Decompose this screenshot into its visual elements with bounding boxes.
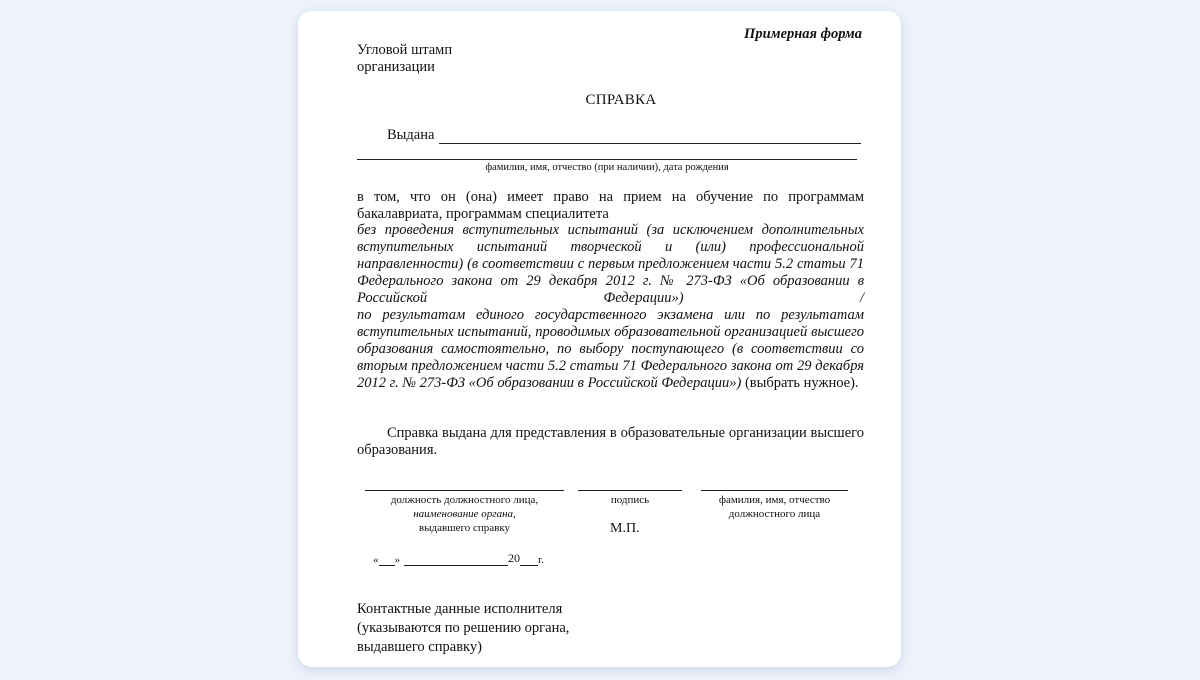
position-signature-line[interactable] [365, 490, 564, 491]
contacts-line: выдавшего справку) [357, 639, 482, 655]
stamp-place-label: М.П. [610, 521, 640, 536]
position-caption-line: наименование органа, [413, 508, 516, 520]
contacts-line: (указываются по решению органа, [357, 620, 570, 636]
document-title: СПРАВКА [585, 92, 657, 108]
contacts-line: Контактные данные исполнителя [357, 601, 563, 617]
stamp-line: организации [357, 59, 435, 75]
official-name-caption-line: должностного лица [728, 508, 821, 520]
position-caption-line: должность должностного лица, [390, 494, 539, 506]
date-row [373, 551, 544, 566]
date-year-suffix: г. [538, 554, 545, 566]
option-with-exams [357, 307, 864, 392]
option-without-exams: без проведения вступительных испытаний (за исключением дополнительных вступительных испытаний творческой и (или) профессиональной направленности) (в соответствии с первым предложением части 5.2 статьи 71 Федерального закона от 29 декабря 2012 г. № 273-ФЗ «Об образовании в Российской Федерации») / [357, 222, 864, 306]
stamp-line: Угловой штамп [357, 42, 453, 58]
choose-note: (выбрать нужное). [741, 375, 859, 391]
option-with-exams-text: по результатам единого государственного экзамена или по результатам вступительных испытаний, проводимых образовательной организацией высшего образования самостоятельно, по выбору поступающего (в соответствии со вторым предложением части 5.2 статьи 71 Федерального закона от 29 декабря 2012 г. № 273-ФЗ «Об образовании в Российской Федерации») [357, 307, 864, 391]
date-day-field[interactable] [379, 554, 395, 566]
issued-label: Выдана [387, 127, 435, 143]
position-caption [365, 493, 564, 535]
official-name-line[interactable] [701, 490, 848, 491]
date-year-prefix: 20 [508, 551, 520, 565]
document-page [298, 11, 901, 667]
position-caption-line: выдавшего справку [418, 522, 511, 534]
date-year-field[interactable] [520, 554, 538, 566]
signature-line[interactable] [578, 490, 682, 491]
official-name-caption-line: фамилия, имя, отчество [718, 494, 831, 506]
date-close-quote: » [394, 554, 400, 566]
paragraph-main: в том, что он (она) имеет право на прием на обучение по программам бакалавриата, программам специалитета [357, 189, 864, 222]
signature-caption: подпись [610, 494, 650, 506]
name-caption: фамилия, имя, отчество (при наличии), дата рождения [485, 162, 729, 173]
contacts-block [357, 600, 569, 657]
date-open-quote: « [373, 554, 379, 566]
sample-form-label: Примерная форма [744, 26, 862, 42]
corner-stamp-label [357, 42, 452, 76]
issued-row [387, 127, 861, 144]
issued-to-field-continuation[interactable] [357, 159, 857, 160]
date-month-field[interactable] [404, 554, 508, 566]
purpose-paragraph: Справка выдана для представления в образовательные организации высшего образования. [357, 425, 864, 458]
issued-to-field[interactable] [439, 129, 861, 144]
official-name-caption [701, 493, 848, 521]
